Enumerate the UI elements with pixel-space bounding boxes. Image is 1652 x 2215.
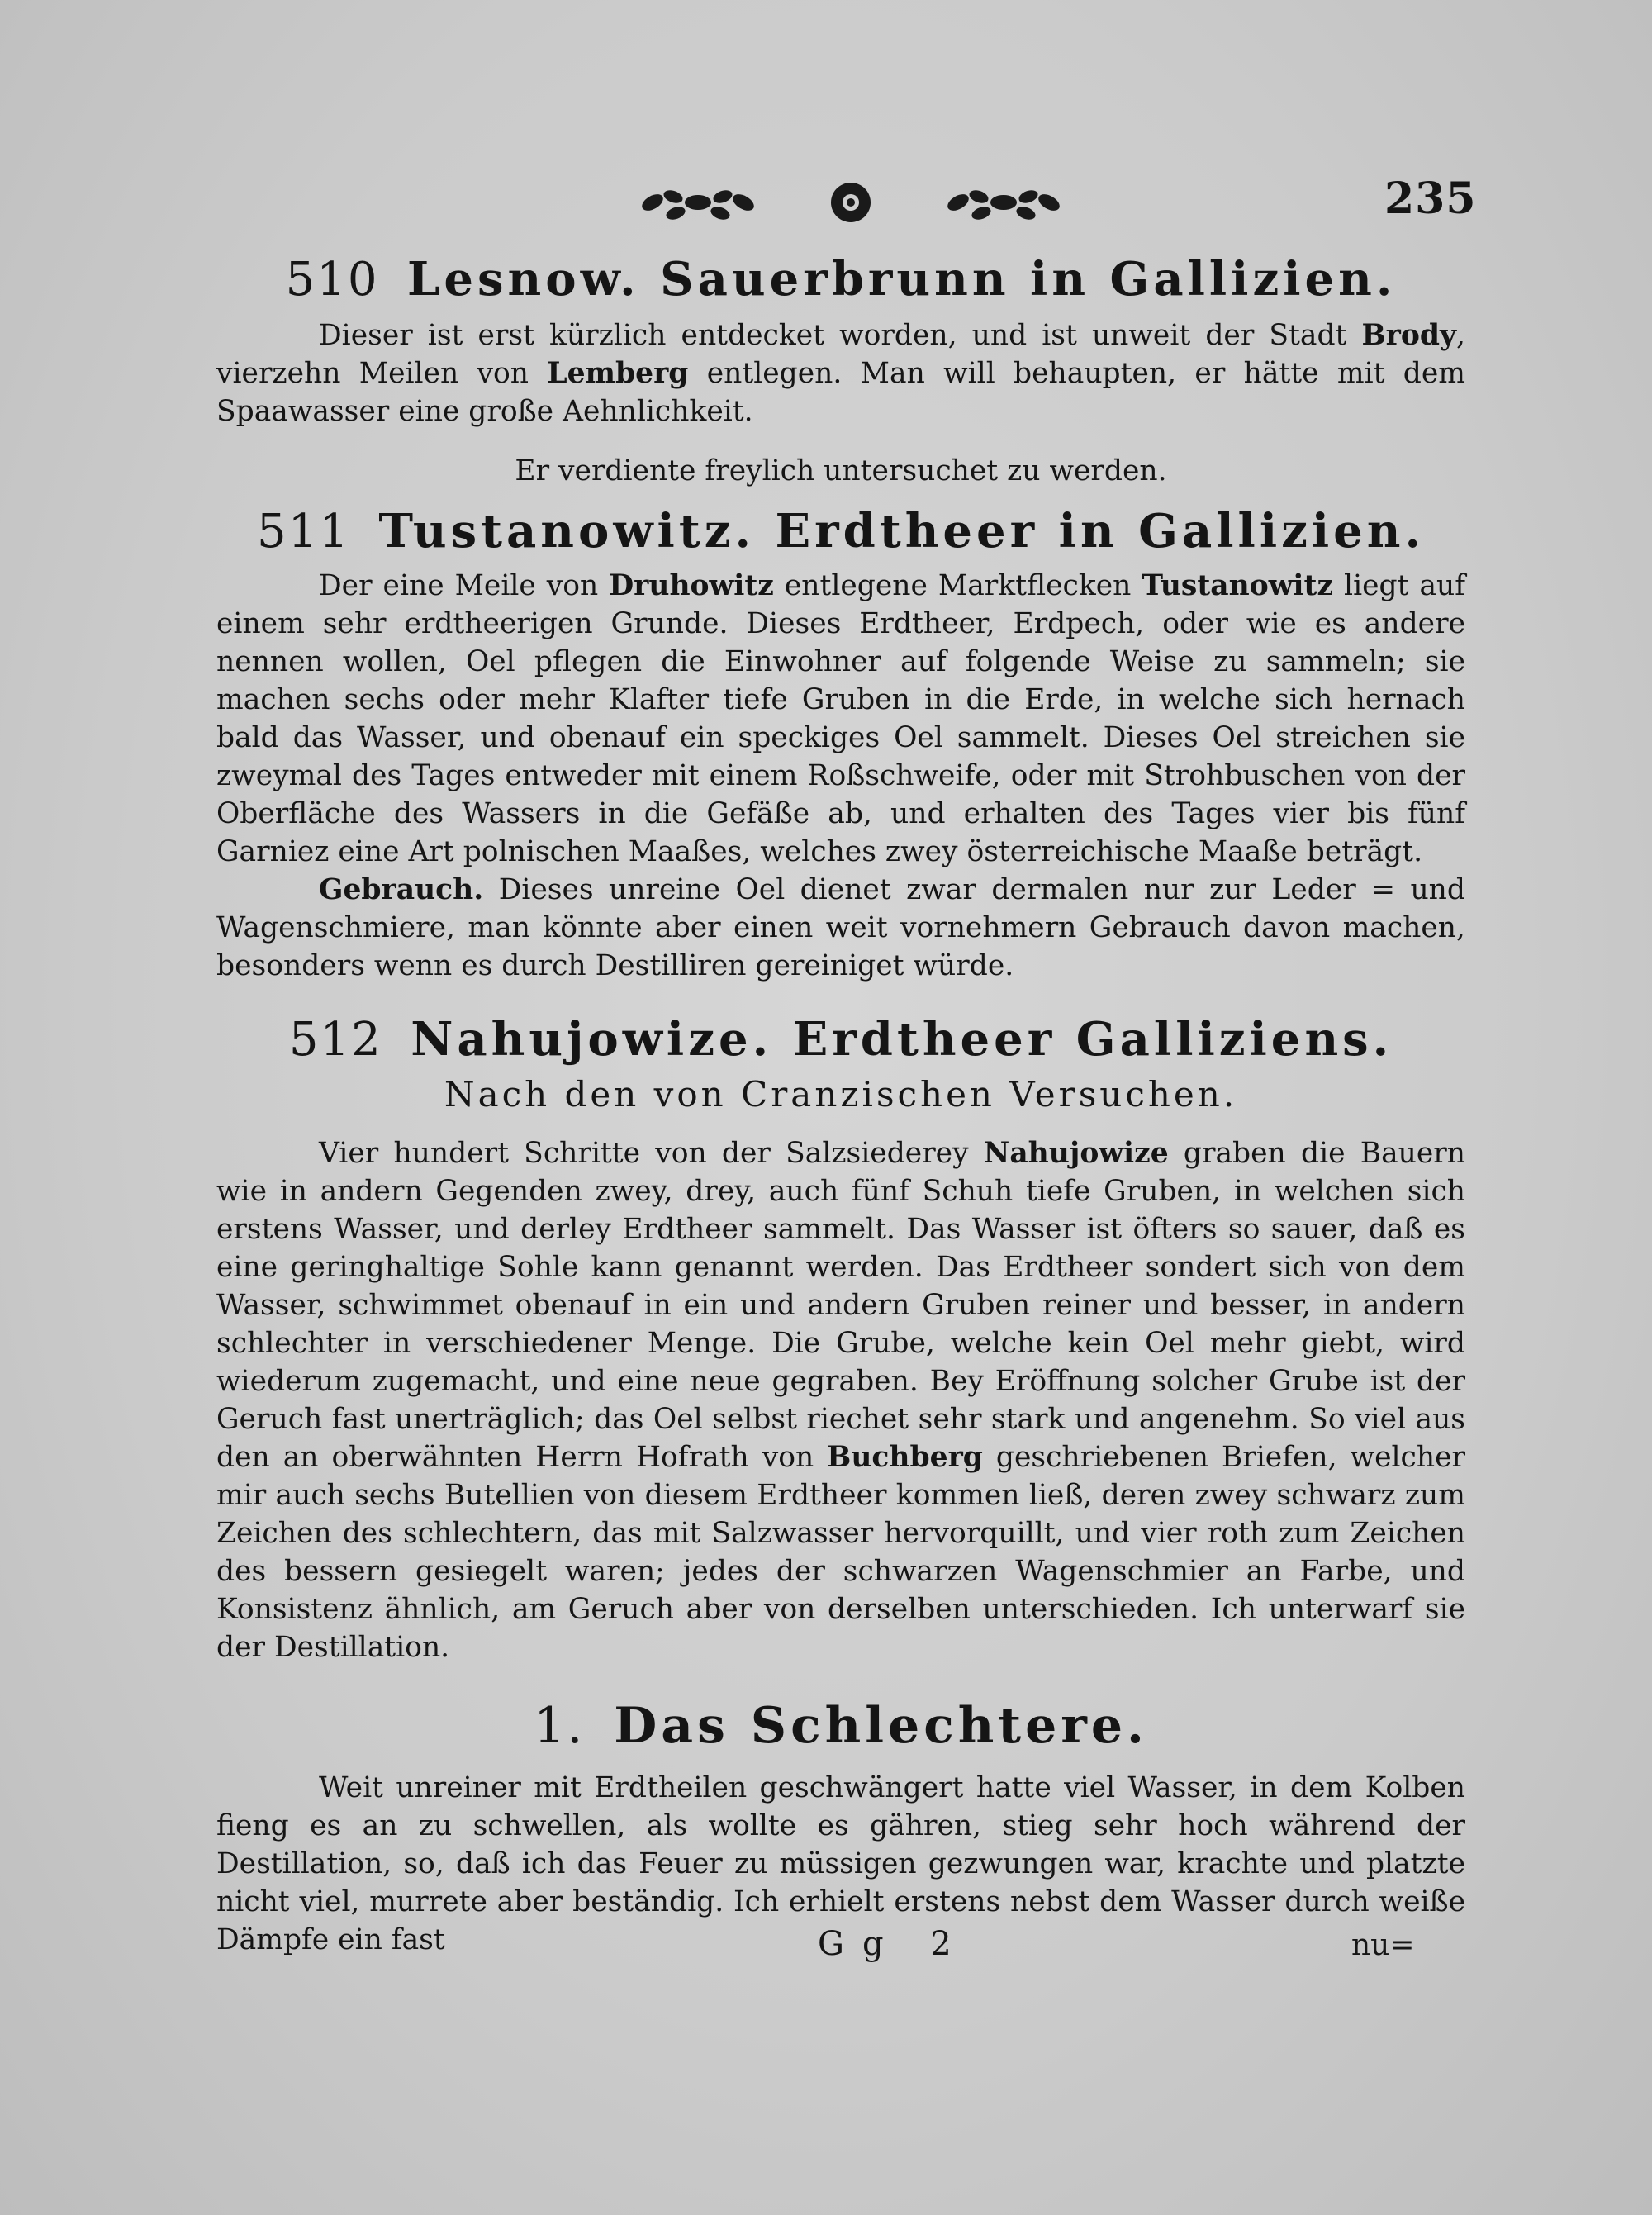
catchword: nu= [1351,1928,1415,1962]
section-title: Tustanowitz. Erdtheer in Gallizien. [378,504,1426,559]
usage-label: Gebrauch. [319,873,484,906]
text-run: , vierzehn Meilen von [216,319,1465,390]
section-title: Lesnow. Sauerbrunn in Gallizien. [407,252,1397,307]
section-511-usage-paragraph [216,871,1465,985]
place-name: Nahujowize [983,1137,1169,1170]
text-run: Dieser ist erst kürzlich entdecket worden, und ist unweit der Stadt [319,319,1362,352]
place-name: Brody [1361,319,1457,352]
text-run: entlegene Marktflecken [773,569,1142,602]
text-run: geschriebenen Briefen, welcher mir auch sechs Butellien von diesem Erdtheer kommen ließ, deren zwey schwarz zum Zeichen des schlechtern, das mit Salzwasser hervorquillt, und vier roth zum Zeichen des bessern gesiegelt waren; jedes der schwarzen Wagenschmier an Farbe, und Konsistenz ähnlich, am Geruch aber von derselben unterschieden. Ich unterwarf sie der Destillation. [216,1441,1465,1664]
text-run: Dieses unreine Oel dienet zwar dermalen nur zur Leder = und Wagenschmiere, man könnte aber einen weit vornehmern Gebrauch davon machen, besonders wenn es durch Destilliren gereiniget würde. [216,873,1465,982]
signature-mark: Gg 2 [818,1925,970,1963]
section-number: 512 [288,1013,382,1067]
place-name: Tustanowitz [1142,569,1334,602]
section-512-paragraph [216,1134,1465,1666]
section-number: 1. [534,1697,585,1755]
floral-ornament [628,173,1074,231]
text-run: Vier hundert Schritte von der Salzsiederey [319,1137,984,1170]
person-name: Buchberg [827,1441,983,1474]
section-title: Das Schlechtere. [614,1697,1148,1755]
section-title: Nahujowize. Erdtheer Galliziens. [411,1012,1393,1067]
text-run: graben die Bauern wie in andern Gegenden zwey, drey, auch fünf Schuh tiefe Gruben, in welchen sich erstens Wasser, und derley Erdtheer sammelt. Das Wasser ist öfters so sauer, daß es eine geringhaltige Sohle kann genannt werden. Das Erdtheer sondert sich von dem Wasser, schwimmet obenauf in ein und andern Gruben reiner und besser, in andern schlechter in verschiedener Menge. Die Grube, welche kein Oel mehr giebt, wird wiederum zugemacht, und eine neue gegraben. Bey Eröffnung solcher Grube ist der Geruch fast unerträglich; das Oel selbst riechet sehr stark und angenehm. So viel aus den an oberwähnten Herrn Hofrath von [216,1137,1465,1474]
place-name: Druhowitz [609,569,774,602]
subsection-1-heading [216,1696,1465,1756]
text-run: entlegen. Man will behaupten, er hätte mit dem Spaawasser eine große Aehnlichkeit. [216,357,1465,428]
place-name: Lemberg [547,357,689,390]
section-511-paragraph [216,567,1465,871]
page-header [0,157,1652,248]
text-run: liegt auf einem sehr erdtheerigen Grunde. Dieses Erdtheer, Erdpech, oder wie es andere nennen wollen, Oel pflegen die Einwohner auf folgende Weise zu sammeln; sie machen sechs oder mehr Klafter tiefe Gruben in die Erde, in welche sich hernach bald das Wasser, und obenauf ein speckiges Oel sammelt. Dieses Oel streichen sie zweymal des Tages entweder mit einem Roßschweife, oder mit Strohbuschen von der Oberfläche des Wassers in die Gefäße ab, und erhalten des Tages vier bis fünf Garniez eine Art polnischen Maaßes, welches zwey österreichische Maaße beträgt. [216,569,1465,868]
section-number: 511 [256,505,350,559]
section-510-paragraph [216,316,1465,430]
section-number: 510 [285,253,379,307]
page-body [216,250,1465,1959]
section-512-heading [216,1010,1465,1070]
page-number: 235 [1384,173,1477,224]
page-footer [0,1925,1652,1983]
section-510-heading [216,250,1465,310]
section-511-heading [216,501,1465,562]
subsection-1-paragraph: Weit unreiner mit Erdtheilen geschwängert hatte viel Wasser, in dem Kolben fieng es an zu schwellen, als wollte es gähren, stieg sehr hoch während der Destillation, so, daß ich das Feuer zu müssigen gezwungen war, krachte und platzte nicht viel, murrete aber beständig. Ich erhielt erstens nebst dem Wasser durch weiße Dämpfe ein fast [216,1771,1465,1956]
section-512-subtitle: Nach den von Cranzischen Versuchen. [444,1074,1238,1115]
section-510-remark: Er verdiente freylich untersuchet zu werden. [515,454,1167,487]
text-run: Der eine Meile von [319,569,610,602]
